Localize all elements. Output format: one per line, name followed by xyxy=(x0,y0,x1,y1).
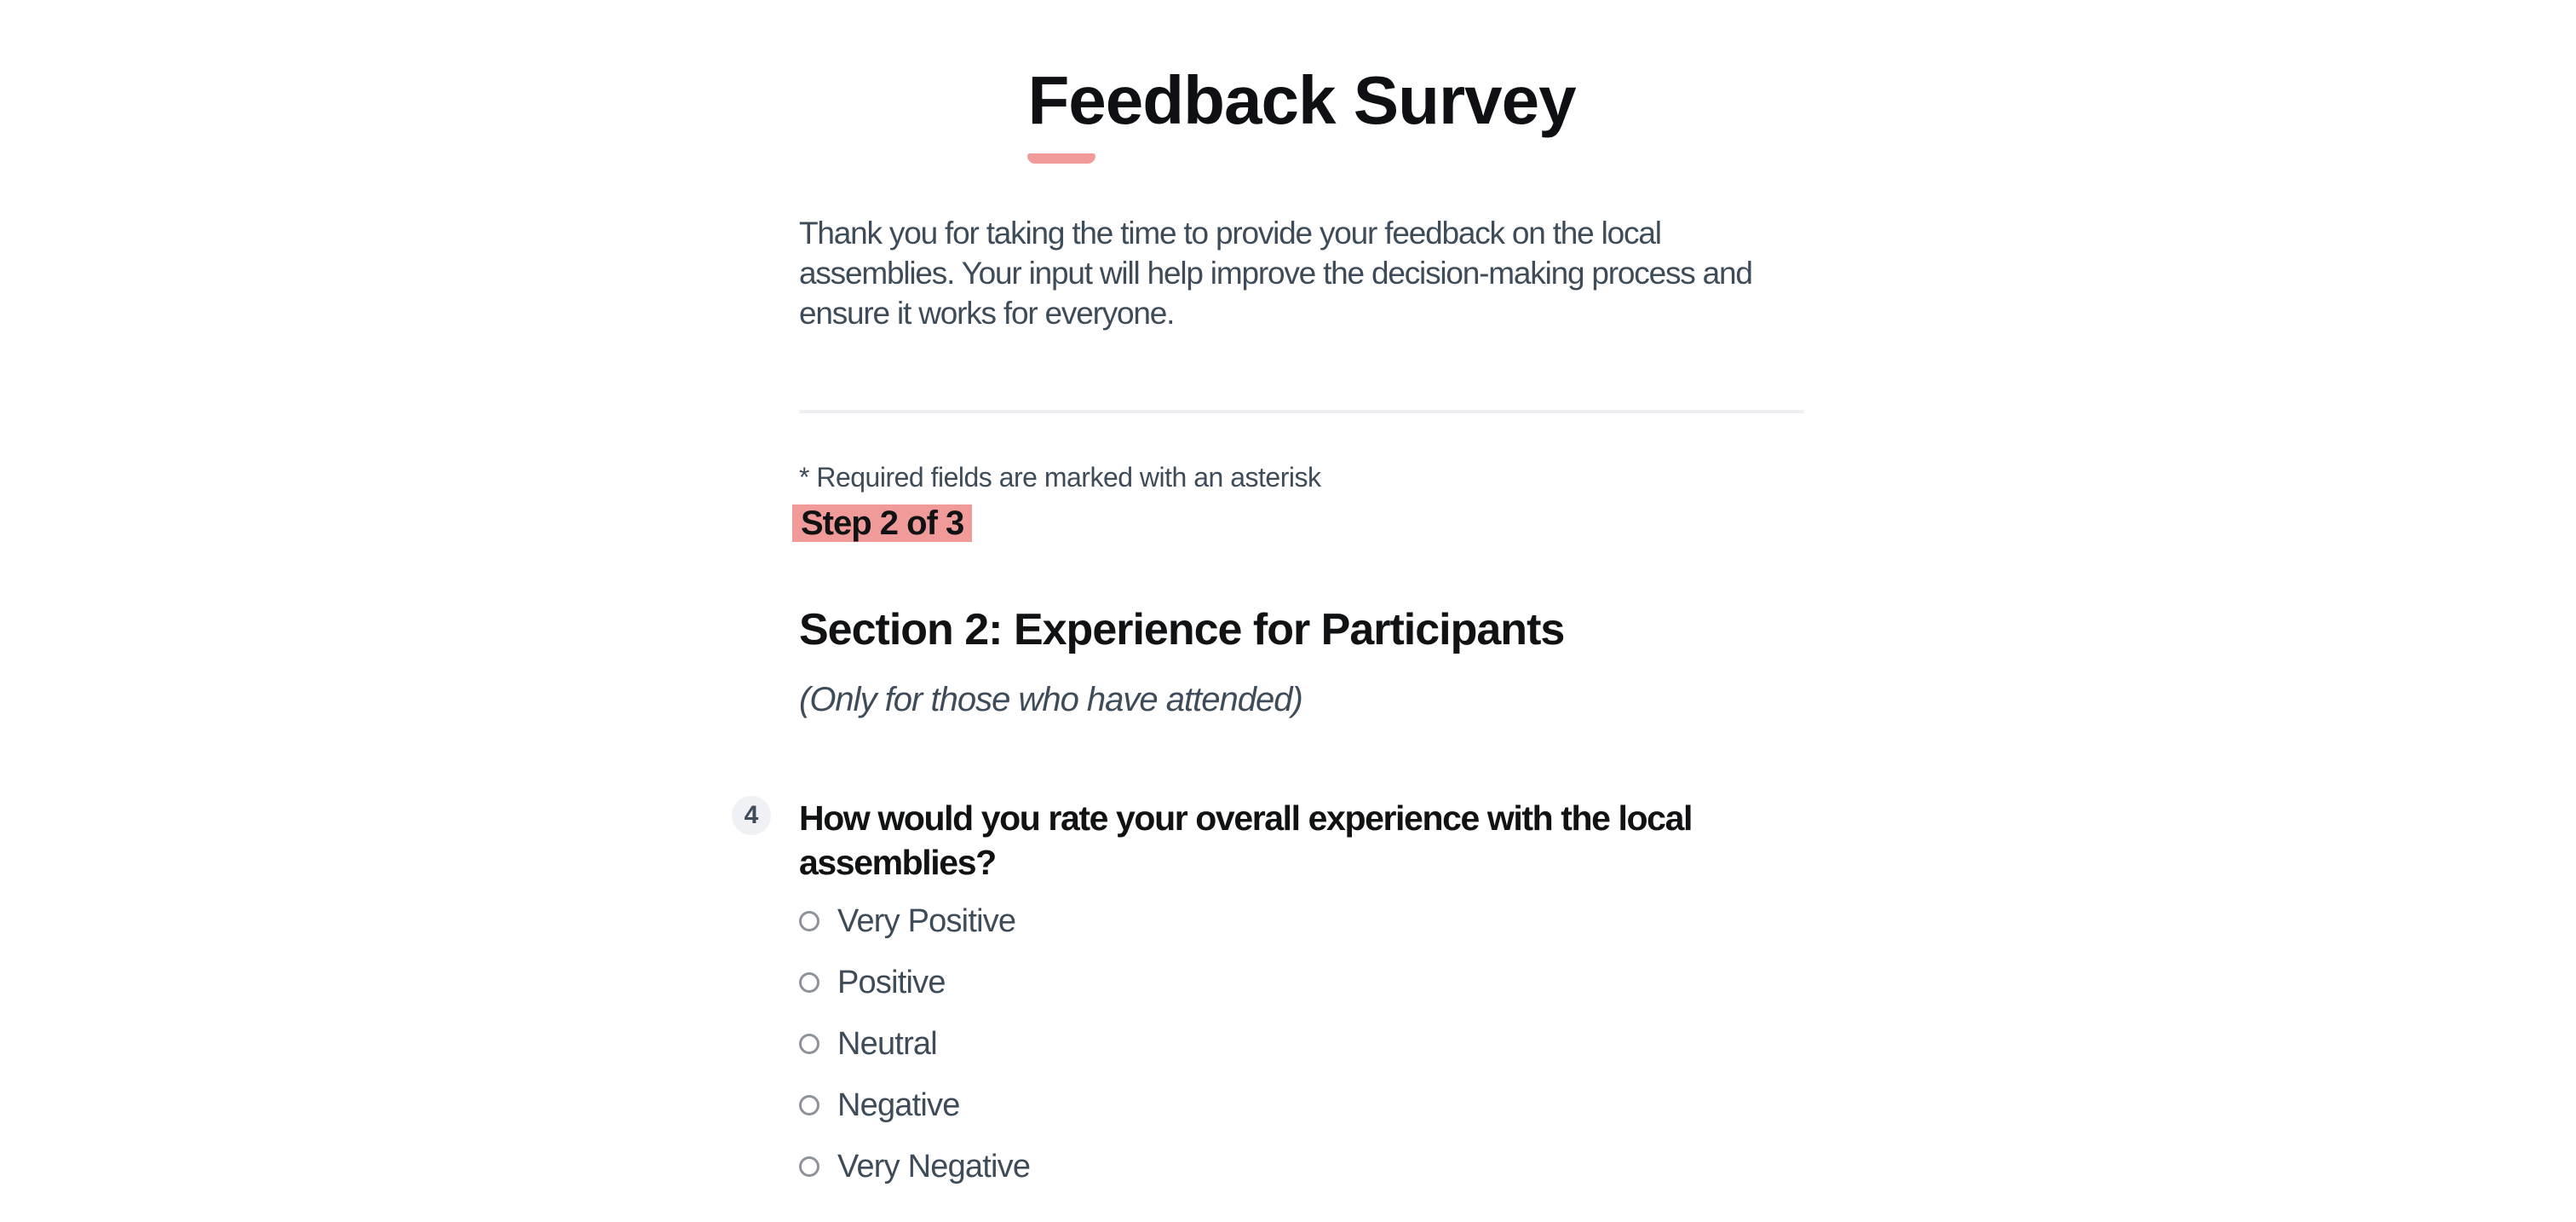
radio-option-very-positive[interactable] xyxy=(799,904,1015,938)
section-divider xyxy=(799,410,1804,413)
title-accent-underline xyxy=(1027,153,1095,164)
options-list xyxy=(799,904,1804,1184)
option-label: Negative xyxy=(837,1087,960,1123)
option-label: Very Negative xyxy=(837,1149,1031,1185)
required-fields-note: * Required fields are marked with an asterisk xyxy=(799,462,1321,493)
form-title-block xyxy=(1027,60,1575,164)
question-block xyxy=(732,796,1804,885)
radio-option-positive[interactable] xyxy=(799,965,946,1000)
radio-button-icon[interactable] xyxy=(799,911,819,931)
radio-option-very-negative[interactable] xyxy=(799,1150,1030,1184)
option-label: Neutral xyxy=(837,1026,937,1062)
section-heading: Section 2: Experience for Participants xyxy=(799,605,1565,654)
step-indicator: Step 2 of 3 xyxy=(792,504,972,542)
radio-button-icon[interactable] xyxy=(799,1095,819,1115)
option-label: Very Positive xyxy=(837,903,1016,939)
page-title: Feedback Survey xyxy=(1027,62,1576,138)
question-number-badge: 4 xyxy=(732,796,771,835)
survey-page xyxy=(744,60,1804,1185)
radio-button-icon[interactable] xyxy=(799,972,819,993)
option-label: Positive xyxy=(837,965,946,1000)
radio-option-negative[interactable] xyxy=(799,1088,960,1122)
radio-button-icon[interactable] xyxy=(799,1034,819,1054)
intro-paragraph: Thank you for taking the time to provide your feedback on the local assemblies. Your input will help improve the decision-making process and ensure it works for everyone. xyxy=(799,216,1752,331)
question-text: How would you rate your overall experience with the local assemblies? xyxy=(799,798,1692,882)
radio-button-icon[interactable] xyxy=(799,1156,819,1177)
radio-option-neutral[interactable] xyxy=(799,1027,937,1061)
section-subheading: (Only for those who have attended) xyxy=(799,681,1302,718)
